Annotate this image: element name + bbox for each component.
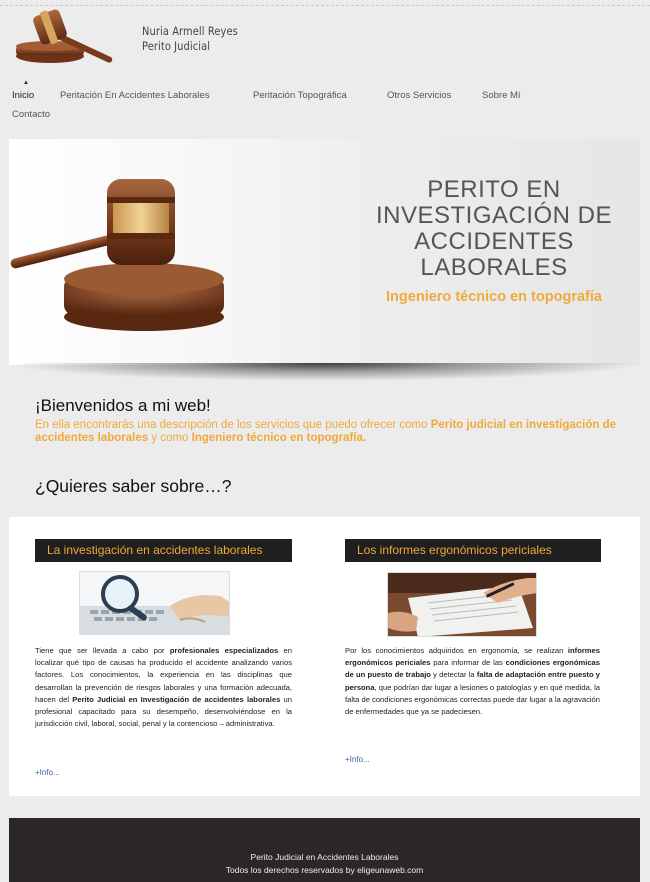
- nav-item-inicio[interactable]: Inicio: [12, 90, 35, 101]
- nav-item-peritacion-accidentes[interactable]: Peritación En Accidentes Laborales: [60, 90, 210, 101]
- text-part: un profesional capacitado para su desempeño, desenvolviéndose en la jurisdicción civil, laboral, social, penal y la contencioso – administrativa.: [35, 694, 293, 729]
- site-owner-title: Perito Judicial: [142, 39, 211, 53]
- banner-title-line: INVESTIGACIÓN DE: [375, 202, 613, 229]
- banner-title-line: ACCIDENTES: [414, 228, 574, 255]
- services-panel: [9, 517, 640, 796]
- banner-shadow: [9, 363, 640, 383]
- document-signing-icon: [388, 573, 537, 637]
- welcome-text-highlight: Ingeniero técnico en topografía.: [191, 432, 367, 444]
- nav-item-otros-servicios[interactable]: Otros Servicios: [387, 90, 452, 101]
- text-highlight: Perito Judicial en Investigación de accidentes laborales: [72, 694, 281, 704]
- left-column-heading: La investigación en accidentes laborales: [35, 539, 292, 562]
- banner-title: [344, 177, 640, 281]
- welcome-heading: ¡Bienvenidos a mi web!: [35, 396, 211, 415]
- nav-item-sobre-mi[interactable]: Sobre Mí: [482, 90, 521, 101]
- text-part: para informar de las: [430, 658, 506, 668]
- nav-item-contacto[interactable]: Contacto: [12, 109, 51, 120]
- banner-title-line: LABORALES: [420, 254, 568, 281]
- footer-copyright: Todos los derechos reservados by eligeunaweb.com: [225, 865, 424, 875]
- text-highlight: condiciones ergonómicas de un puesto de trabajo: [345, 658, 600, 680]
- banner-title-line: PERITO EN: [427, 176, 561, 203]
- nav-item-peritacion-topografica[interactable]: Peritación Topográfica: [253, 90, 347, 101]
- footer: [9, 818, 640, 882]
- section-question-heading: ¿Quieres saber sobre…?: [35, 476, 232, 496]
- magnifier-laptop-icon: [80, 572, 230, 635]
- document-signing-image: [387, 572, 537, 637]
- magnifier-laptop-image: [79, 571, 230, 635]
- welcome-text-part: En ella encontrarás una descripción de los servicios que puedo ofrecer como: [35, 419, 431, 431]
- text-highlight: falta de adaptación entre puesto y persona: [345, 670, 601, 692]
- active-indicator-icon: ▲: [23, 80, 29, 86]
- welcome-text: [35, 419, 620, 445]
- text-part: Por los conocimientos adquiridos en ergonomía, se realizan: [345, 646, 568, 655]
- footer-title: Perito Judicial en Accidentes Laborales: [250, 852, 399, 862]
- right-more-info-link[interactable]: +Info...: [345, 755, 370, 764]
- text-part: en localizar qué tipo de causas ha producido el accidente analizando varios factores. Los conocimientos, la experiencia en las disciplinas que desarrollan la prevención de riesgos laborales y una formación adecuada, hacen del: [35, 646, 293, 704]
- welcome-text-part: y como: [148, 432, 192, 444]
- left-column-text: [35, 645, 292, 730]
- left-more-info-link[interactable]: +Info...: [35, 768, 60, 777]
- text-part: , que podrían dar lugar a lesiones o patologías y en qué medida, la falta de condiciones ergonómicas correctas puede dar lugar a la agravación de enfermedades que ya se padeciesen.: [345, 682, 600, 717]
- text-highlight: informes ergonómicos periciales: [345, 646, 600, 668]
- hero-banner: [9, 139, 640, 365]
- site-name: [142, 24, 238, 54]
- right-column-heading: Los informes ergonómicos periciales: [345, 539, 601, 562]
- gavel-icon: [9, 159, 254, 339]
- text-part: Tiene que ser llevada a cabo por: [35, 646, 170, 655]
- banner-subtitle: Ingeniero técnico en topografía: [386, 289, 602, 305]
- gavel-logo-icon[interactable]: [12, 6, 124, 66]
- site-owner-name: Nuria Armell Reyes: [142, 24, 238, 38]
- welcome-text-highlight: Perito judicial en investigación de accidentes laborales: [35, 419, 617, 444]
- text-highlight: profesionales especializados: [169, 646, 279, 655]
- right-column-text: [345, 645, 600, 718]
- text-part: y detectar la: [430, 670, 477, 680]
